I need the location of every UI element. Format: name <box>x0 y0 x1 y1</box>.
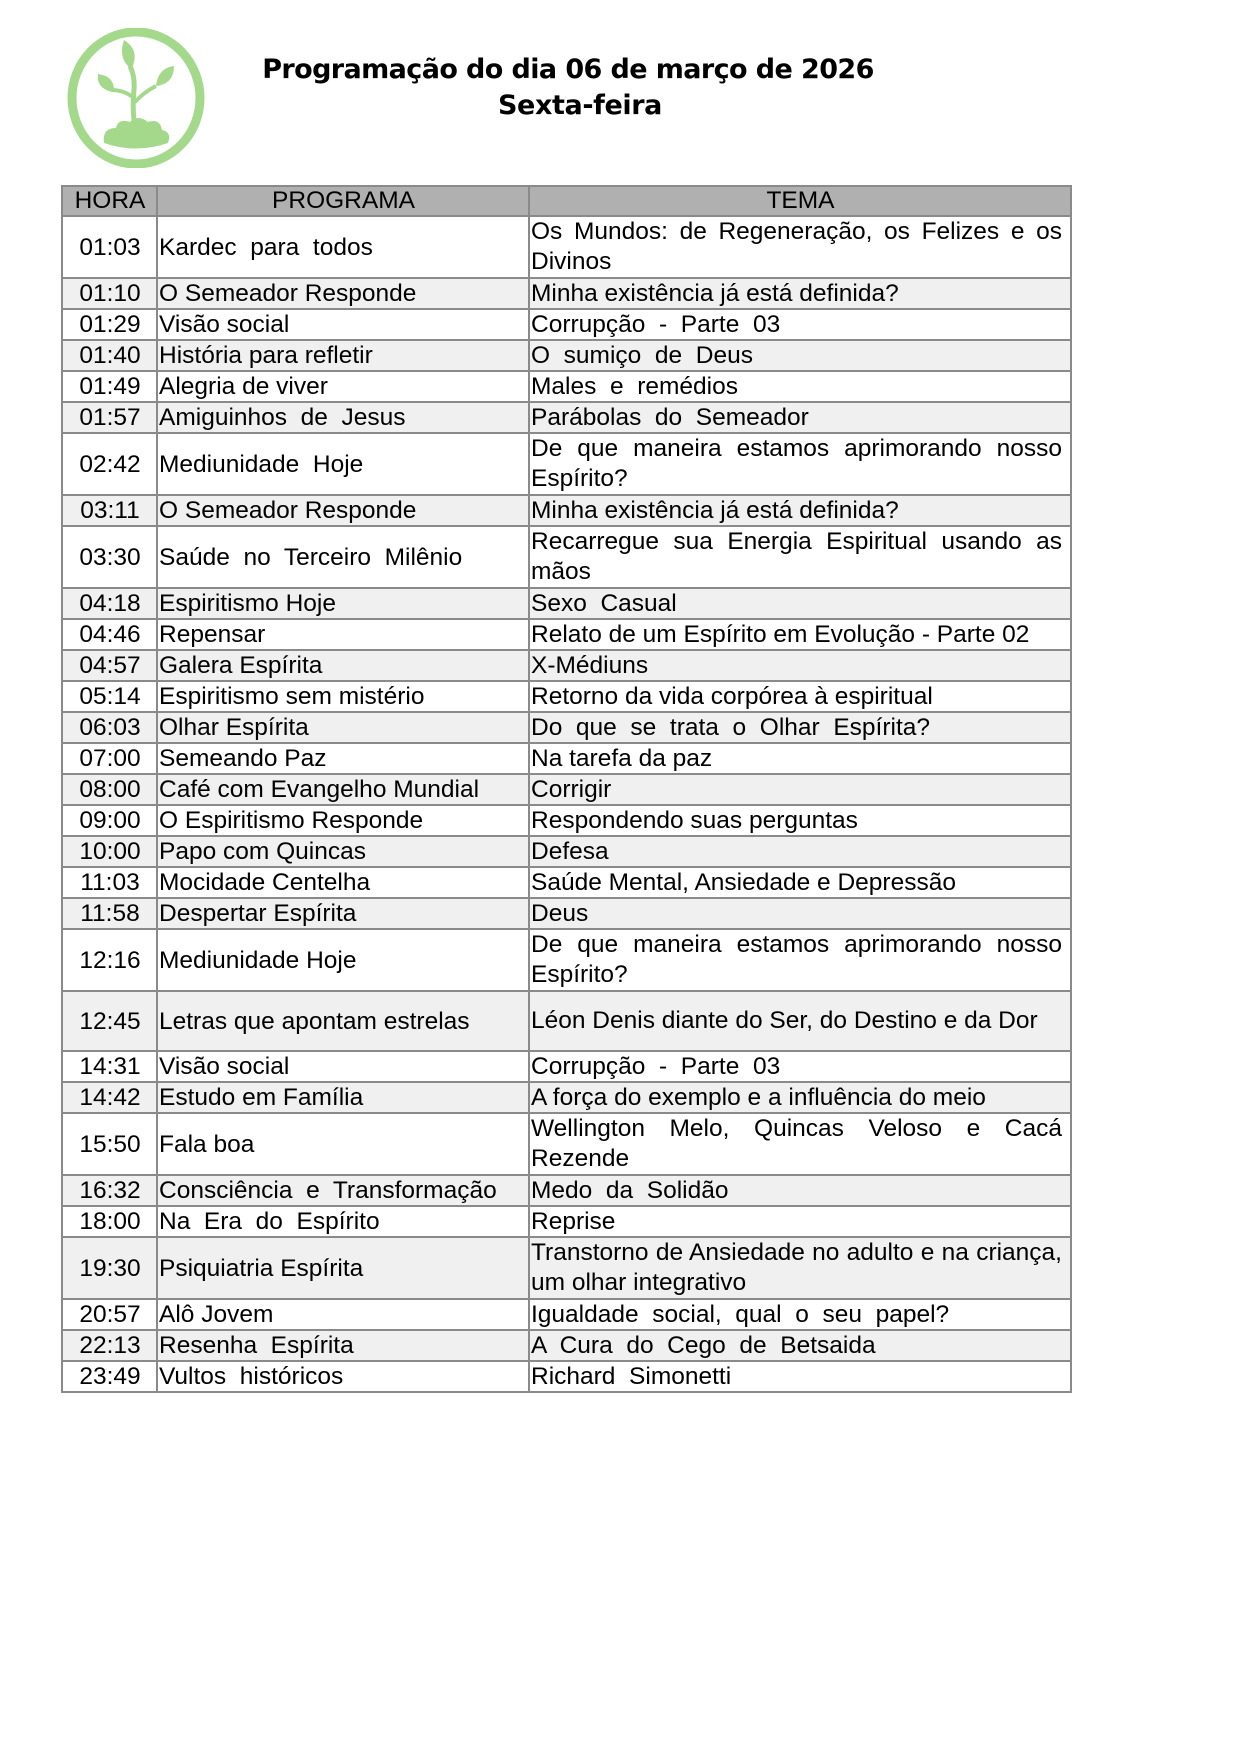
tema-cell: Minha existência já está definida? <box>529 495 1071 526</box>
plant-sprout-icon <box>66 28 206 168</box>
tema-cell: Defesa <box>529 836 1071 867</box>
programa-cell: Café com Evangelho Mundial <box>157 774 529 805</box>
hora-cell: 01:29 <box>62 309 157 340</box>
table-row <box>62 774 1071 805</box>
programa-cell: Letras que apontam estrelas <box>157 991 529 1051</box>
table-row <box>62 743 1071 774</box>
table-row <box>62 1082 1071 1113</box>
tema-cell: Respondendo suas perguntas <box>529 805 1071 836</box>
programa-cell: Mediunidade Hoje <box>157 929 529 991</box>
table-row <box>62 278 1071 309</box>
tema-cell: Parábolas do Semeador <box>529 402 1071 433</box>
table-row <box>62 650 1071 681</box>
tema-cell: Medo da Solidão <box>529 1175 1071 1206</box>
hora-cell: 01:10 <box>62 278 157 309</box>
tema-cell: Do que se trata o Olhar Espírita? <box>529 712 1071 743</box>
programa-cell: Semeando Paz <box>157 743 529 774</box>
tema-cell: Wellington Melo, Quincas Veloso e Cacá Rezende <box>529 1113 1071 1175</box>
table-row <box>62 1361 1071 1392</box>
hora-cell: 04:18 <box>62 588 157 619</box>
tema-cell: De que maneira estamos aprimorando nosso Espírito? <box>529 929 1071 991</box>
hora-cell: 01:49 <box>62 371 157 402</box>
table-row <box>62 526 1071 588</box>
tema-cell: Richard Simonetti <box>529 1361 1071 1392</box>
programa-cell: Alegria de viver <box>157 371 529 402</box>
hora-cell: 19:30 <box>62 1237 157 1299</box>
programa-cell: Espiritismo sem mistério <box>157 681 529 712</box>
tema-cell: Igualdade social, qual o seu papel? <box>529 1299 1071 1330</box>
table-row <box>62 433 1071 495</box>
programa-cell: Saúde no Terceiro Milênio <box>157 526 529 588</box>
tema-cell: A Cura do Cego de Betsaida <box>529 1330 1071 1361</box>
hora-cell: 12:45 <box>62 991 157 1051</box>
table-row <box>62 805 1071 836</box>
programa-cell: Visão social <box>157 1051 529 1082</box>
hora-cell: 10:00 <box>62 836 157 867</box>
table-row <box>62 1237 1071 1299</box>
programa-cell: Visão social <box>157 309 529 340</box>
tema-cell: O sumiço de Deus <box>529 340 1071 371</box>
table-row <box>62 712 1071 743</box>
table-row <box>62 1299 1071 1330</box>
table-row <box>62 495 1071 526</box>
hora-cell: 02:42 <box>62 433 157 495</box>
tema-cell: Relato de um Espírito em Evolução - Parte 02 <box>529 619 1071 650</box>
tema-cell: Recarregue sua Energia Espiritual usando as mãos <box>529 526 1071 588</box>
hora-cell: 11:58 <box>62 898 157 929</box>
table-row <box>62 619 1071 650</box>
table-row <box>62 1113 1071 1175</box>
table-row <box>62 340 1071 371</box>
programa-cell: Papo com Quincas <box>157 836 529 867</box>
hora-cell: 18:00 <box>62 1206 157 1237</box>
table-row <box>62 402 1071 433</box>
hora-cell: 22:13 <box>62 1330 157 1361</box>
hora-cell: 14:42 <box>62 1082 157 1113</box>
column-header-hora: HORA <box>62 186 157 216</box>
hora-cell: 04:57 <box>62 650 157 681</box>
column-header-programa: PROGRAMA <box>157 186 529 216</box>
hora-cell: 03:30 <box>62 526 157 588</box>
hora-cell: 04:46 <box>62 619 157 650</box>
programa-cell: Mediunidade Hoje <box>157 433 529 495</box>
table-row <box>62 929 1071 991</box>
programa-cell: Amiguinhos de Jesus <box>157 402 529 433</box>
tema-cell: X-Médiuns <box>529 650 1071 681</box>
hora-cell: 15:50 <box>62 1113 157 1175</box>
table-row <box>62 867 1071 898</box>
hora-cell: 06:03 <box>62 712 157 743</box>
programa-cell: O Espiritismo Responde <box>157 805 529 836</box>
programa-cell: O Semeador Responde <box>157 278 529 309</box>
hora-cell: 23:49 <box>62 1361 157 1392</box>
title-weekday: Sexta-feira <box>498 90 662 121</box>
tema-cell: A força do exemplo e a influência do meio <box>529 1082 1071 1113</box>
programa-cell: Espiritismo Hoje <box>157 588 529 619</box>
programa-cell: Mocidade Centelha <box>157 867 529 898</box>
table-row <box>62 898 1071 929</box>
tema-cell: Saúde Mental, Ansiedade e Depressão <box>529 867 1071 898</box>
hora-cell: 01:57 <box>62 402 157 433</box>
programa-cell: Estudo em Família <box>157 1082 529 1113</box>
hora-cell: 05:14 <box>62 681 157 712</box>
programa-cell: Galera Espírita <box>157 650 529 681</box>
table-row <box>62 1175 1071 1206</box>
table-row <box>62 681 1071 712</box>
programa-cell: Na Era do Espírito <box>157 1206 529 1237</box>
schedule-table <box>61 185 1072 1393</box>
table-header-row <box>62 186 1071 216</box>
schedule-body <box>62 216 1071 1392</box>
programa-cell: Kardec para todos <box>157 216 529 278</box>
tema-cell: Corrupção - Parte 03 <box>529 1051 1071 1082</box>
hora-cell: 03:11 <box>62 495 157 526</box>
tema-cell: Deus <box>529 898 1071 929</box>
table-row <box>62 1206 1071 1237</box>
tema-cell: Corrupção - Parte 03 <box>529 309 1071 340</box>
table-row <box>62 1051 1071 1082</box>
tema-cell: Corrigir <box>529 774 1071 805</box>
table-row <box>62 991 1071 1051</box>
column-header-tema: TEMA <box>529 186 1071 216</box>
tema-cell: Retorno da vida corpórea à espiritual <box>529 681 1071 712</box>
programa-cell: Resenha Espírita <box>157 1330 529 1361</box>
tema-cell: Transtorno de Ansiedade no adulto e na criança, um olhar integrativo <box>529 1237 1071 1299</box>
hora-cell: 11:03 <box>62 867 157 898</box>
programa-cell: Fala boa <box>157 1113 529 1175</box>
tema-cell: De que maneira estamos aprimorando nosso Espírito? <box>529 433 1071 495</box>
plant-sprout-logo <box>66 28 206 168</box>
tema-cell: Léon Denis diante do Ser, do Destino e da Dor <box>529 991 1071 1051</box>
page-title <box>200 52 960 124</box>
hora-cell: 16:32 <box>62 1175 157 1206</box>
programa-cell: Alô Jovem <box>157 1299 529 1330</box>
programa-cell: História para refletir <box>157 340 529 371</box>
tema-cell: Os Mundos: de Regeneração, os Felizes e os Divinos <box>529 216 1071 278</box>
hora-cell: 01:40 <box>62 340 157 371</box>
table-row <box>62 588 1071 619</box>
tema-cell: Minha existência já está definida? <box>529 278 1071 309</box>
table-row <box>62 371 1071 402</box>
table-row <box>62 216 1071 278</box>
hora-cell: 09:00 <box>62 805 157 836</box>
programa-cell: O Semeador Responde <box>157 495 529 526</box>
programa-cell: Vultos históricos <box>157 1361 529 1392</box>
hora-cell: 07:00 <box>62 743 157 774</box>
hora-cell: 12:16 <box>62 929 157 991</box>
tema-cell: Na tarefa da paz <box>529 743 1071 774</box>
programa-cell: Repensar <box>157 619 529 650</box>
hora-cell: 08:00 <box>62 774 157 805</box>
tema-cell: Males e remédios <box>529 371 1071 402</box>
tema-cell: Sexo Casual <box>529 588 1071 619</box>
title-date: Programação do dia 06 de março de 2026 <box>262 54 874 85</box>
table-row <box>62 836 1071 867</box>
programa-cell: Consciência e Transformação <box>157 1175 529 1206</box>
programa-cell: Psiquiatria Espírita <box>157 1237 529 1299</box>
hora-cell: 20:57 <box>62 1299 157 1330</box>
tema-cell: Reprise <box>529 1206 1071 1237</box>
table-row <box>62 1330 1071 1361</box>
programa-cell: Despertar Espírita <box>157 898 529 929</box>
table-row <box>62 309 1071 340</box>
hora-cell: 01:03 <box>62 216 157 278</box>
programa-cell: Olhar Espírita <box>157 712 529 743</box>
hora-cell: 14:31 <box>62 1051 157 1082</box>
